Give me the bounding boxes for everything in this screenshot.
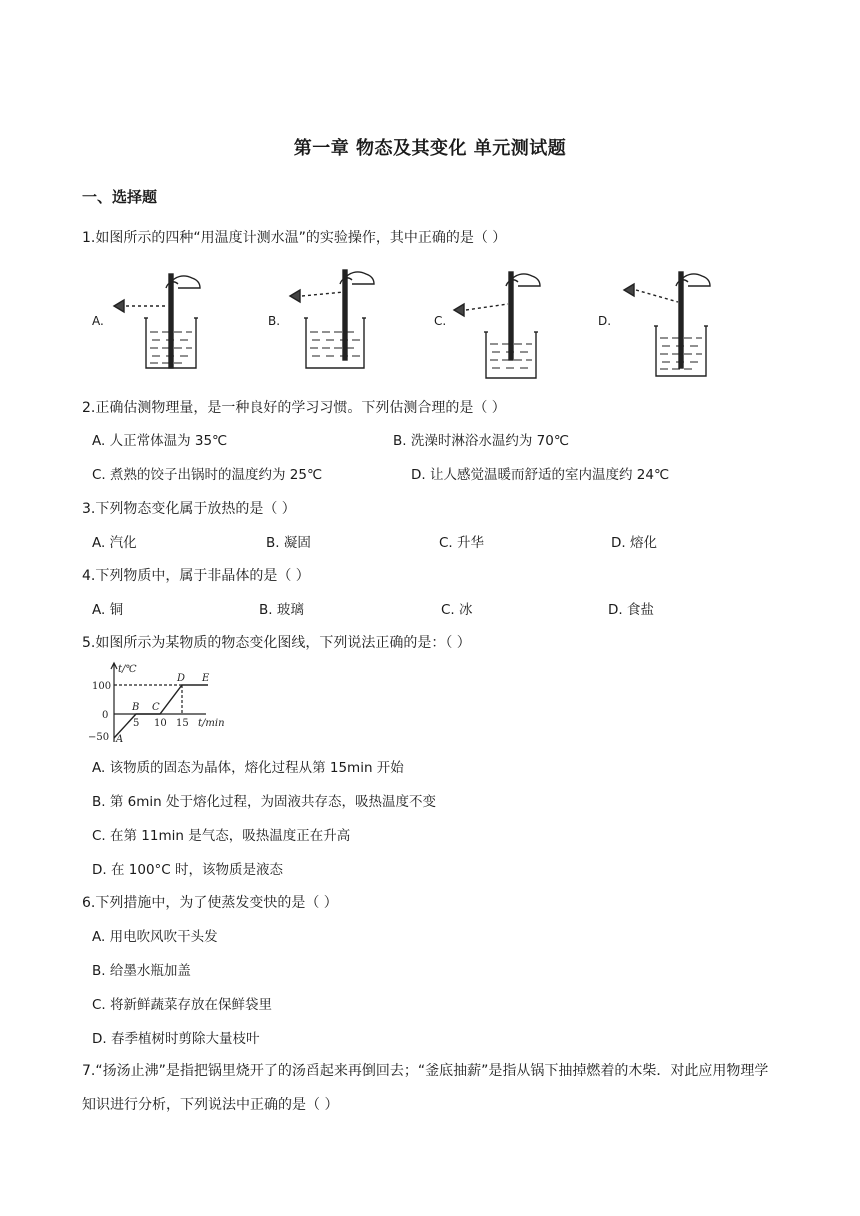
question-5: 5.如图所示为某物质的物态变化图线，下列说法正确的是：（ ） — [82, 635, 471, 651]
page-title: 第一章 物态及其变化 单元测试题 — [293, 138, 567, 159]
question-2: 2.正确估测物理量，是一种良好的学习习惯。下列估测合理的是（ ） — [82, 400, 506, 416]
q2-option-d: D. 让人感觉温暖而舒适的室内温度约 24℃ — [411, 467, 670, 483]
q2-option-a: A. 人正常体温为 35℃ — [92, 433, 228, 449]
q6-option-d: D. 春季植树时剪除大量枝叶 — [92, 1031, 260, 1047]
q3-option-c: C. 升华 — [439, 535, 485, 551]
q3-option-a: A. 汽化 — [92, 535, 137, 551]
q4-option-a: A. 铜 — [92, 602, 124, 618]
graph-x-tick-5: 5 — [133, 718, 140, 729]
q5-phase-graph — [86, 660, 236, 744]
question-7: 7.“扬汤止沸”是指把锅里烧开了的汤舀起来再倒回去；“釜底抽薪”是指从锅下抽掉燃着的木柴．对此应用物理学知识进行分析，下列说法中正确的是（ ） — [82, 1063, 769, 1113]
q3-option-d: D. 熔化 — [611, 535, 657, 551]
graph-point-c: C — [152, 702, 160, 713]
graph-x-tick-15: 15 — [176, 718, 189, 729]
section-heading: 一、选择题 — [82, 188, 158, 206]
q1-option-c-label: C. — [434, 314, 447, 328]
graph-point-a: A — [116, 734, 124, 745]
graph-point-b: B — [132, 702, 140, 713]
graph-y-axis-label: t/℃ — [118, 664, 137, 675]
q4-option-b: B. 玻璃 — [259, 602, 304, 618]
graph-y-tick-100: 100 — [92, 681, 112, 692]
q6-option-c: C. 将新鲜蔬菜存放在保鲜袋里 — [92, 997, 273, 1013]
graph-point-e: E — [202, 673, 210, 684]
q2-option-b: B. 洗澡时淋浴水温约为 70℃ — [393, 433, 569, 449]
q4-option-d: D. 食盐 — [608, 602, 654, 618]
question-3: 3.下列物态变化属于放热的是（ ） — [82, 501, 296, 517]
graph-x-axis-label: t/min — [198, 718, 225, 729]
q5-option-a: A. 该物质的固态为晶体，熔化过程从第 15min 开始 — [92, 760, 404, 776]
q2-option-c: C. 煮熟的饺子出锅时的温度约为 25℃ — [92, 467, 323, 483]
graph-point-d: D — [177, 673, 186, 684]
question-1: 1.如图所示的四种“用温度计测水温”的实验操作，其中正确的是（ ） — [82, 230, 507, 246]
q4-option-c: C. 冰 — [441, 602, 473, 618]
q5-option-d: D. 在 100°C 时，该物质是液态 — [92, 862, 284, 878]
q1-option-a-label: A. — [92, 314, 104, 328]
q1-option-a-figure — [108, 266, 208, 374]
graph-y-tick-0: 0 — [102, 710, 109, 721]
graph-x-tick-10: 10 — [154, 718, 167, 729]
q6-option-b: B. 给墨水瓶加盖 — [92, 963, 191, 979]
q1-option-d-figure — [620, 266, 720, 382]
q1-option-d-label: D. — [598, 314, 612, 328]
q1-option-b-label: B. — [268, 314, 281, 328]
q3-option-b: B. 凝固 — [266, 535, 311, 551]
q6-option-a: A. 用电吹风吹干头发 — [92, 929, 218, 945]
question-4: 4.下列物质中，属于非晶体的是（ ） — [82, 568, 310, 584]
question-6: 6.下列措施中，为了使蒸发变快的是（ ） — [82, 895, 338, 911]
q5-option-c: C. 在第 11min 是气态，吸热温度正在升高 — [92, 828, 351, 844]
q5-option-b: B. 第 6min 处于熔化过程，为固液共存态，吸热温度不变 — [92, 794, 436, 810]
q1-option-b-figure — [284, 266, 384, 374]
graph-y-tick-minus50: −50 — [88, 732, 110, 743]
q1-option-c-figure — [450, 266, 550, 382]
